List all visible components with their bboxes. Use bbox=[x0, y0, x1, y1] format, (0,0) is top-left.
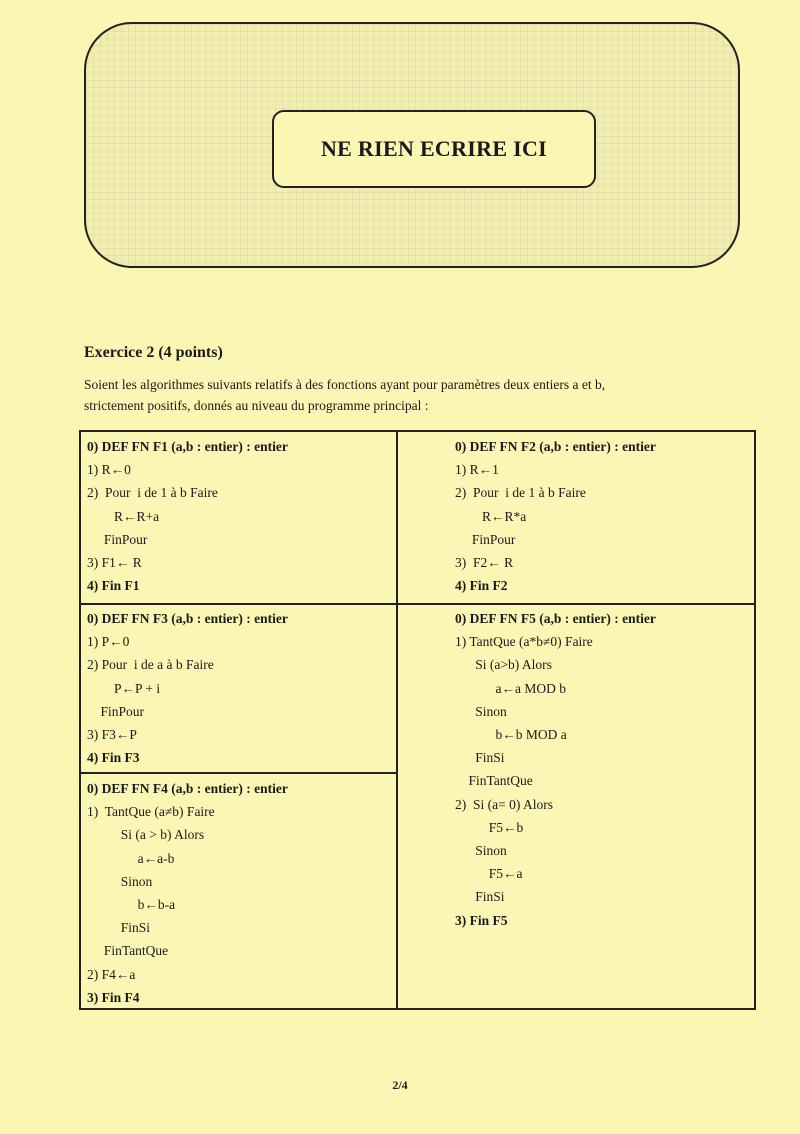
algo-f5 bbox=[455, 607, 656, 932]
algo-line: 2) F4←a bbox=[87, 966, 136, 982]
algo-line: b←b-a bbox=[87, 897, 176, 913]
algo-line: 0) DEF FN F2 (a,b : entier) : entier bbox=[455, 439, 656, 454]
algo-line: 0) DEF FN F3 (a,b : entier) : entier bbox=[87, 611, 288, 626]
algo-line: Sinon bbox=[87, 873, 153, 889]
algo-line: 1) TantQue (a*b≠0) Faire bbox=[455, 634, 593, 650]
algo-line: F5←a bbox=[455, 866, 523, 882]
algo-f2 bbox=[455, 435, 656, 597]
algo-line: 2) Pour i de a à b Faire bbox=[87, 657, 214, 673]
algo-line: 1) R←1 bbox=[455, 462, 499, 478]
algo-line: Si (a>b) Alors bbox=[455, 657, 552, 673]
algo-line: FinSi bbox=[455, 750, 505, 766]
algo-line: FinPour bbox=[87, 531, 148, 547]
algo-line: FinPour bbox=[455, 531, 516, 547]
algo-line: FinPour bbox=[87, 703, 145, 719]
algo-line: 2) Pour i de 1 à b Faire bbox=[87, 485, 218, 501]
algo-line: b←b MOD a bbox=[455, 727, 567, 743]
algo-line: 3) F1← R bbox=[87, 555, 142, 571]
algo-line: 3) F3←P bbox=[87, 727, 137, 743]
algo-line: 0) DEF FN F1 (a,b : entier) : entier bbox=[87, 439, 288, 454]
algo-f4 bbox=[87, 777, 288, 1009]
reserved-area-notice: NE RIEN ECRIRE ICI bbox=[272, 110, 596, 188]
algo-line: 1) TantQue (a≠b) Faire bbox=[87, 804, 215, 820]
algo-line: FinSi bbox=[87, 920, 151, 936]
algo-line: Sinon bbox=[455, 843, 507, 859]
algo-line: 2) Si (a= 0) Alors bbox=[455, 796, 553, 812]
algo-line: 3) Fin F4 bbox=[87, 989, 140, 1005]
algo-line: 3) F2← R bbox=[455, 555, 514, 571]
page-number: 2/4 bbox=[392, 1078, 408, 1092]
intro-line-2: strictement positifs, donnés au niveau du programme principal : bbox=[84, 398, 429, 413]
exercise-intro bbox=[84, 374, 752, 416]
algo-line: 3) Fin F5 bbox=[455, 912, 508, 928]
algo-line: R←R*a bbox=[455, 508, 527, 524]
algo-line: 4) Fin F3 bbox=[87, 750, 140, 766]
algo-line: Sinon bbox=[455, 703, 507, 719]
algo-line: P←P + i bbox=[87, 680, 161, 696]
algo-line: 0) DEF FN F4 (a,b : entier) : entier bbox=[87, 781, 288, 796]
algo-line: FinTantQue bbox=[455, 773, 533, 789]
reserved-area bbox=[84, 22, 740, 268]
algo-f1 bbox=[87, 435, 288, 597]
algo-line: 0) DEF FN F5 (a,b : entier) : entier bbox=[455, 611, 656, 626]
algo-line: F5←b bbox=[455, 819, 524, 835]
exercise-title: Exercice 2 (4 points) bbox=[84, 344, 223, 361]
algo-line: a←a MOD b bbox=[455, 680, 566, 696]
algo-line: Si (a > b) Alors bbox=[87, 827, 205, 843]
algo-line: 1) P←0 bbox=[87, 634, 130, 650]
algo-line: 2) Pour i de 1 à b Faire bbox=[455, 485, 586, 501]
algo-line: a←a-b bbox=[87, 850, 175, 866]
algo-line: 1) R←0 bbox=[87, 462, 131, 478]
algo-line: 4) Fin F1 bbox=[87, 578, 140, 594]
algo-line: R←R+a bbox=[87, 508, 160, 524]
algo-line: FinTantQue bbox=[87, 943, 169, 959]
algo-f3 bbox=[87, 607, 288, 769]
algorithms-table bbox=[79, 430, 756, 1010]
algo-line: FinSi bbox=[455, 889, 505, 905]
intro-line-1: Soient les algorithmes suivants relatifs à des fonctions ayant pour paramètres deux entiers a et b, bbox=[84, 377, 606, 392]
algo-line: 4) Fin F2 bbox=[455, 578, 508, 594]
